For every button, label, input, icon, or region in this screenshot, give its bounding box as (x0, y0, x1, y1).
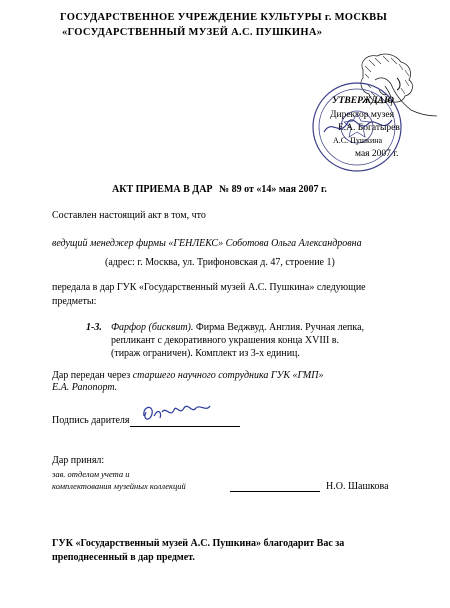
approval-title: УТВЕРЖДАЮ (332, 96, 394, 106)
item-line-1-rest: Фирма Веджвуд. Англия. Ручная лепка, (193, 322, 365, 333)
thanks-line-2: преподнесенный в дар предмет. (52, 552, 195, 563)
acceptor-sign-line (230, 491, 320, 492)
accepted-label: Дар принял: (52, 455, 105, 466)
item-number: 1-3. (86, 322, 102, 333)
acceptor-role-2: комплектования музейных коллекций (52, 481, 186, 491)
donor-address: (адрес: г. Москва, ул. Трифоновская д. 47, строение 1) (105, 257, 335, 268)
transfer-line-1: передала в дар ГУК «Государственный музей А.С. Пушкина» следующие (52, 282, 366, 293)
director-signature (322, 112, 402, 142)
acceptor-name: Н.О. Шашкова (326, 481, 389, 492)
donor-line: ведущий менеджер фирмы «ГЕНЛЕКС» Соботова Ольга Александровна (52, 238, 362, 249)
thanks-line-1: ГУК «Государственный музей А.С. Пушкина» благодарит Вас за (52, 538, 345, 549)
institution-line-1: ГОСУДАРСТВЕННОЕ УЧРЕЖДЕНИЕ КУЛЬТУРЫ г. МОСКВЫ (60, 12, 388, 23)
item-line-3: (тираж ограничен). Комплект из 3-х единиц. (111, 348, 300, 359)
passed-line-2: Е.А. Рапопорт. (52, 382, 118, 393)
approval-name: Е.А. Богатырев (338, 123, 400, 133)
approval-museum: А.С. Пушкина (333, 136, 383, 145)
acceptor-role-1: зав. отделом учета и (52, 469, 130, 479)
donor-signature (140, 398, 220, 428)
approval-role: Директор музея (330, 110, 395, 120)
act-number: № 89 от «14» мая 2007 г. (219, 184, 327, 195)
item-material: Фарфор (бисквит). (111, 322, 194, 333)
institution-line-2: «ГОСУДАРСТВЕННЫЙ МУЗЕЙ А.С. ПУШКИНА» (62, 27, 323, 38)
approval-date: мая 2007 г. (355, 149, 399, 159)
transfer-line-2: предметы: (52, 296, 97, 307)
act-title (112, 184, 327, 195)
passed-line-1-italic: старшего научного сотрудника ГУК «ГМП» (132, 370, 324, 381)
intro-text: Составлен настоящий акт в том, что (52, 210, 206, 221)
act-title-text: АКТ ПРИЕМА В ДАР (112, 184, 213, 195)
item-line-2: репликант с декоративного украшения конца XVIII в. (111, 335, 340, 346)
passed-line-1 (52, 370, 323, 381)
item-line-1 (111, 322, 364, 333)
donor-sign-label: Подпись дарителя (52, 415, 130, 426)
passed-line-1-plain: Дар передан через (52, 370, 133, 381)
